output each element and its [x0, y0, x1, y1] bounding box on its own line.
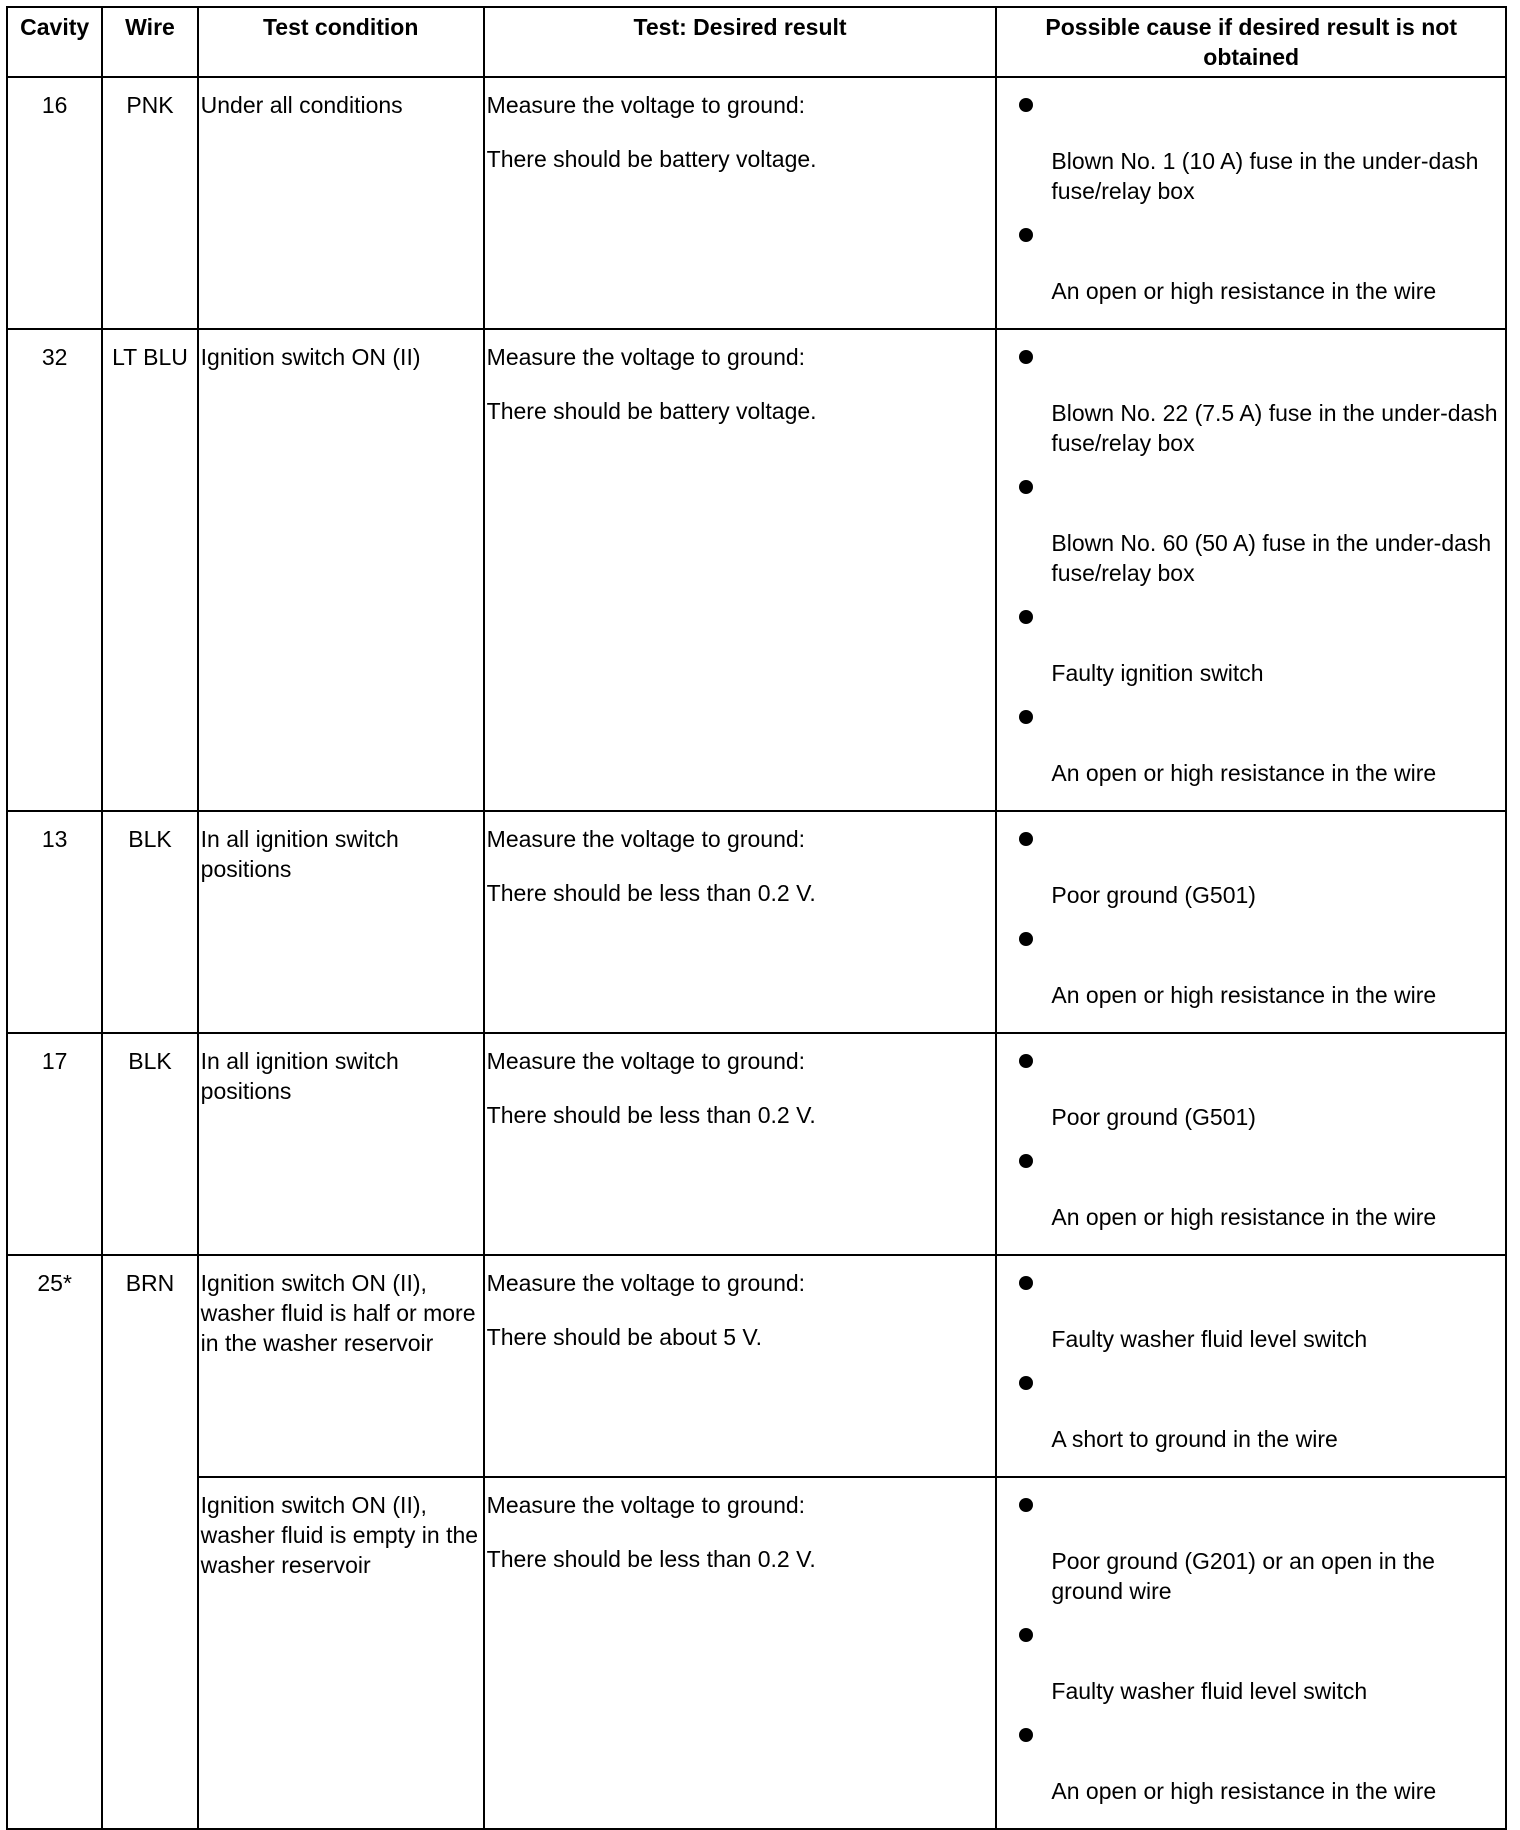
wire-cell: PNK — [102, 77, 197, 329]
result-cell — [484, 811, 997, 1033]
cavity-cell: 16 — [7, 77, 102, 329]
cause-item: An open or high resistance in the wire — [1051, 278, 1437, 304]
result-line: Measure the voltage to ground: — [486, 1048, 806, 1074]
condition-cell: Under all conditions — [198, 77, 484, 329]
cause-cell — [996, 1033, 1506, 1255]
bullet-icon — [1019, 1728, 1033, 1742]
cause-item: Faulty washer fluid level switch — [1051, 1678, 1368, 1704]
result-line: There should be battery voltage. — [486, 146, 817, 172]
cavity-cell: 25* — [7, 1255, 102, 1829]
result-cell — [484, 1033, 997, 1255]
result-line: There should be less than 0.2 V. — [486, 1546, 816, 1572]
cause-cell — [996, 329, 1506, 811]
wire-cell: BLK — [102, 1033, 197, 1255]
wire-cell: LT BLU — [102, 329, 197, 811]
cause-item: Blown No. 60 (50 A) fuse in the under-dash fuse/relay box — [1051, 530, 1492, 586]
result-line: Measure the voltage to ground: — [486, 344, 806, 370]
result-line: There should be less than 0.2 V. — [486, 1102, 816, 1128]
cause-item: An open or high resistance in the wire — [1051, 1204, 1437, 1230]
cause-cell — [996, 77, 1506, 329]
bullet-icon — [1019, 710, 1033, 724]
bullet-icon — [1019, 480, 1033, 494]
cause-cell — [996, 811, 1506, 1033]
cavity-cell: 32 — [7, 329, 102, 811]
wire-cell: BRN — [102, 1255, 197, 1829]
cause-cell — [996, 1477, 1506, 1829]
condition-cell: In all ignition switch positions — [198, 1033, 484, 1255]
header-possible-cause: Possible cause if desired result is not obtained — [996, 7, 1506, 77]
result-cell — [484, 1477, 997, 1829]
result-line: There should be less than 0.2 V. — [486, 880, 816, 906]
cause-item: Poor ground (G201) or an open in the ground wire — [1051, 1548, 1435, 1604]
bullet-icon — [1019, 98, 1033, 112]
bullet-icon — [1019, 932, 1033, 946]
condition-cell: Ignition switch ON (II), washer fluid is empty in the washer reservoir — [198, 1477, 484, 1829]
bullet-icon — [1019, 228, 1033, 242]
header-test-condition: Test condition — [198, 7, 484, 77]
table-row — [7, 1033, 1506, 1255]
cause-item: Faulty washer fluid level switch — [1051, 1326, 1368, 1352]
result-line: There should be about 5 V. — [486, 1324, 763, 1350]
wire-cell: BLK — [102, 811, 197, 1033]
table-row — [7, 329, 1506, 811]
header-cavity: Cavity — [7, 7, 102, 77]
cause-item: Faulty ignition switch — [1051, 660, 1264, 686]
bullet-icon — [1019, 610, 1033, 624]
cause-item: A short to ground in the wire — [1051, 1426, 1338, 1452]
bullet-icon — [1019, 350, 1033, 364]
result-line: Measure the voltage to ground: — [486, 826, 806, 852]
cavity-cell: 13 — [7, 811, 102, 1033]
table-row — [7, 811, 1506, 1033]
bullet-icon — [1019, 1498, 1033, 1512]
cavity-cell: 17 — [7, 1033, 102, 1255]
bullet-icon — [1019, 1628, 1033, 1642]
table-row — [7, 1477, 1506, 1829]
bullet-icon — [1019, 832, 1033, 846]
cause-item: An open or high resistance in the wire — [1051, 760, 1437, 786]
result-line: Measure the voltage to ground: — [486, 1492, 806, 1518]
header-wire: Wire — [102, 7, 197, 77]
table-row — [7, 1255, 1506, 1477]
cause-item: Poor ground (G501) — [1051, 882, 1256, 908]
condition-cell: Ignition switch ON (II) — [198, 329, 484, 811]
result-line: There should be battery voltage. — [486, 398, 817, 424]
result-line: Measure the voltage to ground: — [486, 92, 806, 118]
cause-item: An open or high resistance in the wire — [1051, 1778, 1437, 1804]
header-desired-result: Test: Desired result — [484, 7, 997, 77]
bullet-icon — [1019, 1054, 1033, 1068]
test-table — [6, 6, 1507, 1830]
result-cell — [484, 1255, 997, 1477]
result-cell — [484, 329, 997, 811]
table-row — [7, 77, 1506, 329]
condition-cell: In all ignition switch positions — [198, 811, 484, 1033]
cause-cell — [996, 1255, 1506, 1477]
cause-item: Blown No. 22 (7.5 A) fuse in the under-dash fuse/relay box — [1051, 400, 1498, 456]
header-row — [7, 7, 1506, 77]
bullet-icon — [1019, 1276, 1033, 1290]
bullet-icon — [1019, 1376, 1033, 1390]
bullet-icon — [1019, 1154, 1033, 1168]
cause-item: An open or high resistance in the wire — [1051, 982, 1437, 1008]
cause-item: Poor ground (G501) — [1051, 1104, 1256, 1130]
result-cell — [484, 77, 997, 329]
cause-item: Blown No. 1 (10 A) fuse in the under-dash fuse/relay box — [1051, 148, 1479, 204]
condition-cell: Ignition switch ON (II), washer fluid is half or more in the washer reservoir — [198, 1255, 484, 1477]
result-line: Measure the voltage to ground: — [486, 1270, 806, 1296]
